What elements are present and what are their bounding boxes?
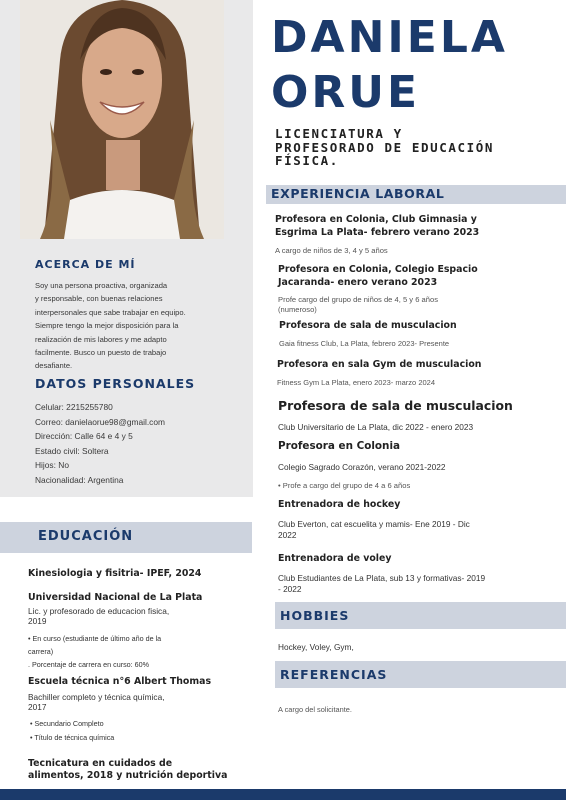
job-detail-line: Profe cargo del grupo de niños de 4, 5 y 6 años: [278, 295, 438, 304]
job-detail-line: - 2022: [278, 583, 302, 594]
job-7-title: Entrenadora de hockey: [278, 499, 401, 510]
subtitle-line: LICENCIATURA Y: [275, 126, 403, 141]
about-line: facilmente. Busco un puesto de trabajo: [35, 348, 167, 358]
education-technical: [28, 758, 227, 781]
job-5-title: Profesora de sala de musculacion: [278, 398, 513, 413]
portrait-illustration: [20, 0, 224, 239]
personal-title: DATOS PERSONALES: [35, 376, 196, 391]
address-text: Dirección: Calle 64 e 4 y 5: [35, 431, 133, 441]
job-1-title: [275, 214, 479, 239]
about-line: desafiante.: [35, 361, 73, 371]
edu-bullet: • Secundario Completo: [30, 719, 104, 728]
job-detail-line: Club Everton, cat escuelita y mamis- Ene 2019 - Dic: [278, 519, 470, 529]
education-unlp-detail: [28, 606, 243, 627]
experience-title: EXPERIENCIA LABORAL: [271, 186, 445, 201]
job-title-line: Jacaranda- enero verano 2023: [278, 276, 438, 288]
education-unlp-title: Universidad Nacional de La Plata: [28, 592, 203, 603]
job-title-line: Profesora en Colonia, Club Gimnasia y: [275, 214, 477, 225]
education-title: EDUCACIÓN: [38, 529, 134, 544]
education-school-title: Escuela técnica n°6 Albert Thomas: [28, 676, 212, 687]
subtitle-line: FÍSICA.: [275, 153, 339, 168]
job-3-detail: Gaia fitness Club, La Plata, febrero 2023- Presente: [279, 339, 450, 348]
job-2-title: [278, 264, 478, 289]
job-6-title: Profesora en Colonia: [278, 440, 401, 452]
job-2-detail: [278, 295, 438, 315]
edu-technical-line: Tecnicatura en cuidados de: [28, 758, 173, 769]
job-6-bullet: • Profe a cargo del grupo de 4 a 6 años: [278, 481, 411, 490]
edu-bullet: carrera): [28, 647, 54, 656]
profile-photo: [20, 0, 224, 239]
edu-detail-line: Bachiller completo y técnica química,: [28, 692, 165, 702]
job-6-detail: Colegio Sagrado Corazón, verano 2021-2022: [278, 462, 446, 472]
email-text: Correo: danielaorue98@gmail.com: [35, 416, 166, 427]
profession-subtitle: [275, 127, 494, 168]
education-school-bullets: [30, 717, 114, 744]
about-line: interpersonales que sabe trabajar en equipo.: [35, 307, 186, 317]
footer-bar: [0, 789, 566, 800]
job-detail-line: 2022: [278, 529, 297, 540]
job-4-detail: Fitness Gym La Plata, enero 2023- marzo 2024: [277, 378, 435, 387]
edu-bullet: • En curso (estudiante de último año de la: [28, 634, 162, 643]
job-detail-line: Club Estudiantes de La Plata, sub 13 y formativas- 2019: [278, 573, 486, 583]
education-unlp-bullets: [28, 632, 248, 671]
edu-detail-line: 2019: [28, 616, 47, 627]
job-title-line: Profesora en Colonia, Colegio Espacio: [278, 264, 478, 275]
job-title-line: Esgrima La Plata- febrero verano 2023: [275, 226, 480, 238]
job-3-title: Profesora de sala de musculacion: [279, 320, 457, 331]
nationality-text: Nacionalidad: Argentina: [35, 474, 124, 485]
references-text: A cargo del solicitante.: [278, 705, 352, 714]
personal-info: [35, 400, 165, 487]
about-text: [35, 279, 245, 373]
about-line: y responsable, con buenas relaciones: [35, 294, 163, 304]
hobbies-text: Hockey, Voley, Gym,: [278, 642, 354, 652]
job-4-title: Profesora en sala Gym de musculacion: [277, 359, 482, 370]
job-8-detail: [278, 573, 485, 594]
name-last: ORUE: [271, 67, 421, 118]
about-line: Soy una persona proactiva, organizada: [35, 281, 168, 290]
education-item-ipef: Kinesiologia y fisitria- IPEF, 2024: [28, 568, 202, 579]
job-detail-line: (numeroso): [278, 305, 317, 314]
edu-detail-line: 2017: [28, 702, 47, 713]
references-title: REFERENCIAS: [280, 667, 388, 682]
job-8-title: Entrenadora de voley: [278, 553, 392, 564]
edu-bullet: . Porcentaje de carrera en curso: 60%: [28, 660, 150, 669]
civil-status-text: Estado civil: Soltera: [35, 445, 109, 456]
name-first: DANIELA: [271, 12, 508, 63]
edu-bullet: • Título de técnica química: [30, 732, 115, 742]
job-5-detail: Club Universitario de La Plata, dic 2022 - enero 2023: [278, 422, 474, 432]
about-line: realización de mis labores y me adapto: [35, 334, 167, 344]
subtitle-line: PROFESORADO DE EDUCACIÓN: [275, 139, 495, 155]
children-text: Hijos: No: [35, 460, 69, 470]
about-line: Siempre tengo la mejor disposición para la: [35, 321, 179, 331]
edu-technical-line: alimentos, 2018 y nutrición deportiva: [28, 769, 228, 781]
phone-text: Celular: 2215255780: [35, 402, 113, 412]
education-school-detail: [28, 692, 165, 713]
job-7-detail: [278, 519, 470, 540]
job-1-detail: A cargo de niños de 3, 4 y 5 años: [275, 246, 388, 255]
edu-detail-line: Lic. y profesorado de educacion fisica,: [28, 606, 170, 616]
about-title: ACERCA DE MÍ: [35, 258, 136, 271]
hobbies-title: HOBBIES: [280, 608, 350, 623]
